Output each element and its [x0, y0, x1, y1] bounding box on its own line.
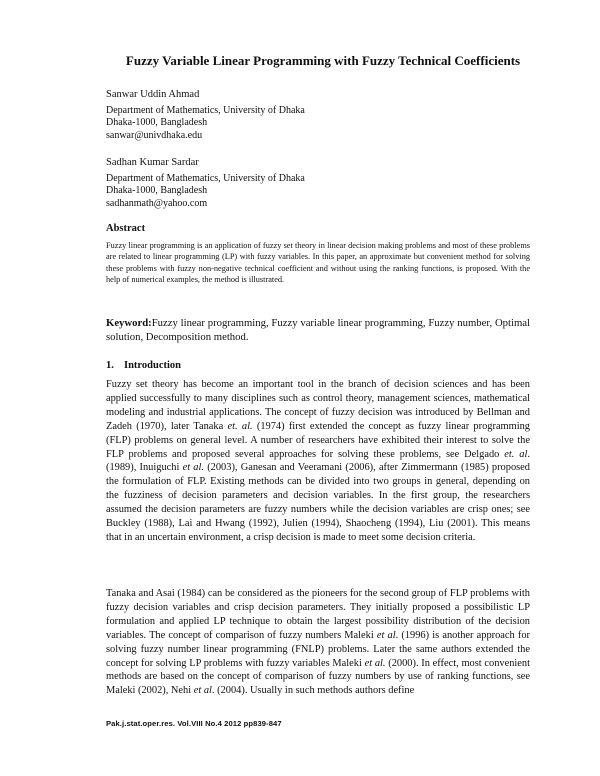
keywords-label: Keyword:	[106, 317, 152, 329]
author-block	[106, 89, 305, 142]
author-department: Department of Mathematics, University of Dhaka	[106, 104, 305, 116]
text-run-italic: et. al.	[227, 420, 253, 432]
text-run: (1974) first extended the concept as fuzzy linear programming (FLP) problems on general level. A number of researchers have exhibited their interest to solve the FLP problems and proposed several approaches for solving these problems, see Delgado	[106, 420, 530, 460]
author-city: Dhaka-1000, Bangladesh	[106, 117, 208, 128]
text-run: (2003), Ganesan and Veeramani (2006), after Zimmermann (1985) proposed the formulation of FLP. Existing methods can be divided into two groups in general, depending on the fuzziness of decision parameters and decision variables. In the first group, the researchers assumed the decision parameters are fuzzy numbers while the decision variables are crisp ones; see Buckley (1988), Lai and Hwang (1992), Julien (1994), Shaocheng (1994), Liu (2001). This means that in an uncertain environment, a crisp decision is made to meet some decision criteria.	[106, 462, 530, 543]
author-city: Dhaka-1000, Bangladesh	[106, 185, 208, 196]
author-name: Sanwar Uddin Ahmad	[106, 89, 200, 100]
text-run-italic: et. al	[504, 448, 528, 460]
author-email: sadhanmath@yahoo.com	[106, 197, 208, 209]
text-run: . (1996) is another approach for solving fuzzy number linear programming (FNLP) problems. Later the same authors extended the concept for solving LP problems with fuzzy variables Maleki	[106, 629, 530, 669]
journal-footer: Pak.j.stat.oper.res. Vol.VIII No.4 2012 pp839-847	[106, 719, 282, 728]
text-run: (2000). In effect, most convenient methods are based on the concept of comparison of fuzzy numbers by use of ranking functions, see Maleki (2002), Nehi	[106, 657, 530, 697]
author-block	[106, 157, 305, 210]
section-heading-introduction	[106, 360, 181, 371]
text-run-italic: et al	[193, 685, 212, 697]
text-run: Fuzzy set theory has become an important tool in the branch of decision sciences and has been applied successfully to many disciplines such as control theory, management sciences, mathematical modeling and industrial applications. The concept of fuzzy decision was introduced by Bellman and Zadeh (1970), later Tanaka	[106, 379, 530, 432]
abstract-heading: Abstract	[106, 223, 146, 234]
abstract-text: Fuzzy linear programming is an application of fuzzy set theory in linear decision making problems and most of these problems are related to linear programming (LP) with fuzzy variables. In this paper, an approximate but convenient method for solving these problems with fuzzy non-negative technical coefficient and without using the ranking functions, is proposed. With the help of numerical examples, the method is illustrated.	[106, 241, 530, 285]
text-run: Tanaka and Asai (1984) can be considered as the pioneers for the second group of FLP problems with fuzzy decision variables and crisp decision parameters. They initially proposed a possibilistic LP formulation and applied LP technique to obtain the largest possibility distribution of the decision variables. The concept of comparison of fuzzy numbers Maleki	[106, 588, 530, 641]
section-number: 1.	[106, 360, 114, 371]
text-run-italic: et al.	[182, 462, 204, 474]
text-run: . (1989), Inuiguchi	[106, 448, 530, 474]
intro-paragraph-2	[106, 587, 530, 698]
text-run-italic: et al	[376, 629, 396, 641]
keywords-text: Fuzzy linear programming, Fuzzy variable linear programming, Fuzzy number, Optimal solution, Decomposition method.	[106, 317, 530, 344]
text-run-italic: et al.	[364, 657, 386, 669]
text-run: . (2004). Usually in such methods authors define	[211, 685, 415, 697]
author-name: Sadhan Kumar Sardar	[106, 157, 199, 168]
keywords	[106, 316, 530, 344]
section-title: Introduction	[124, 360, 181, 371]
intro-paragraph-1	[106, 378, 530, 545]
paper-title: Fuzzy Variable Linear Programming with Fuzzy Technical Coefficients	[125, 53, 521, 68]
author-department: Department of Mathematics, University of Dhaka	[106, 172, 305, 184]
author-email: sanwar@univdhaka.edu	[106, 129, 203, 141]
